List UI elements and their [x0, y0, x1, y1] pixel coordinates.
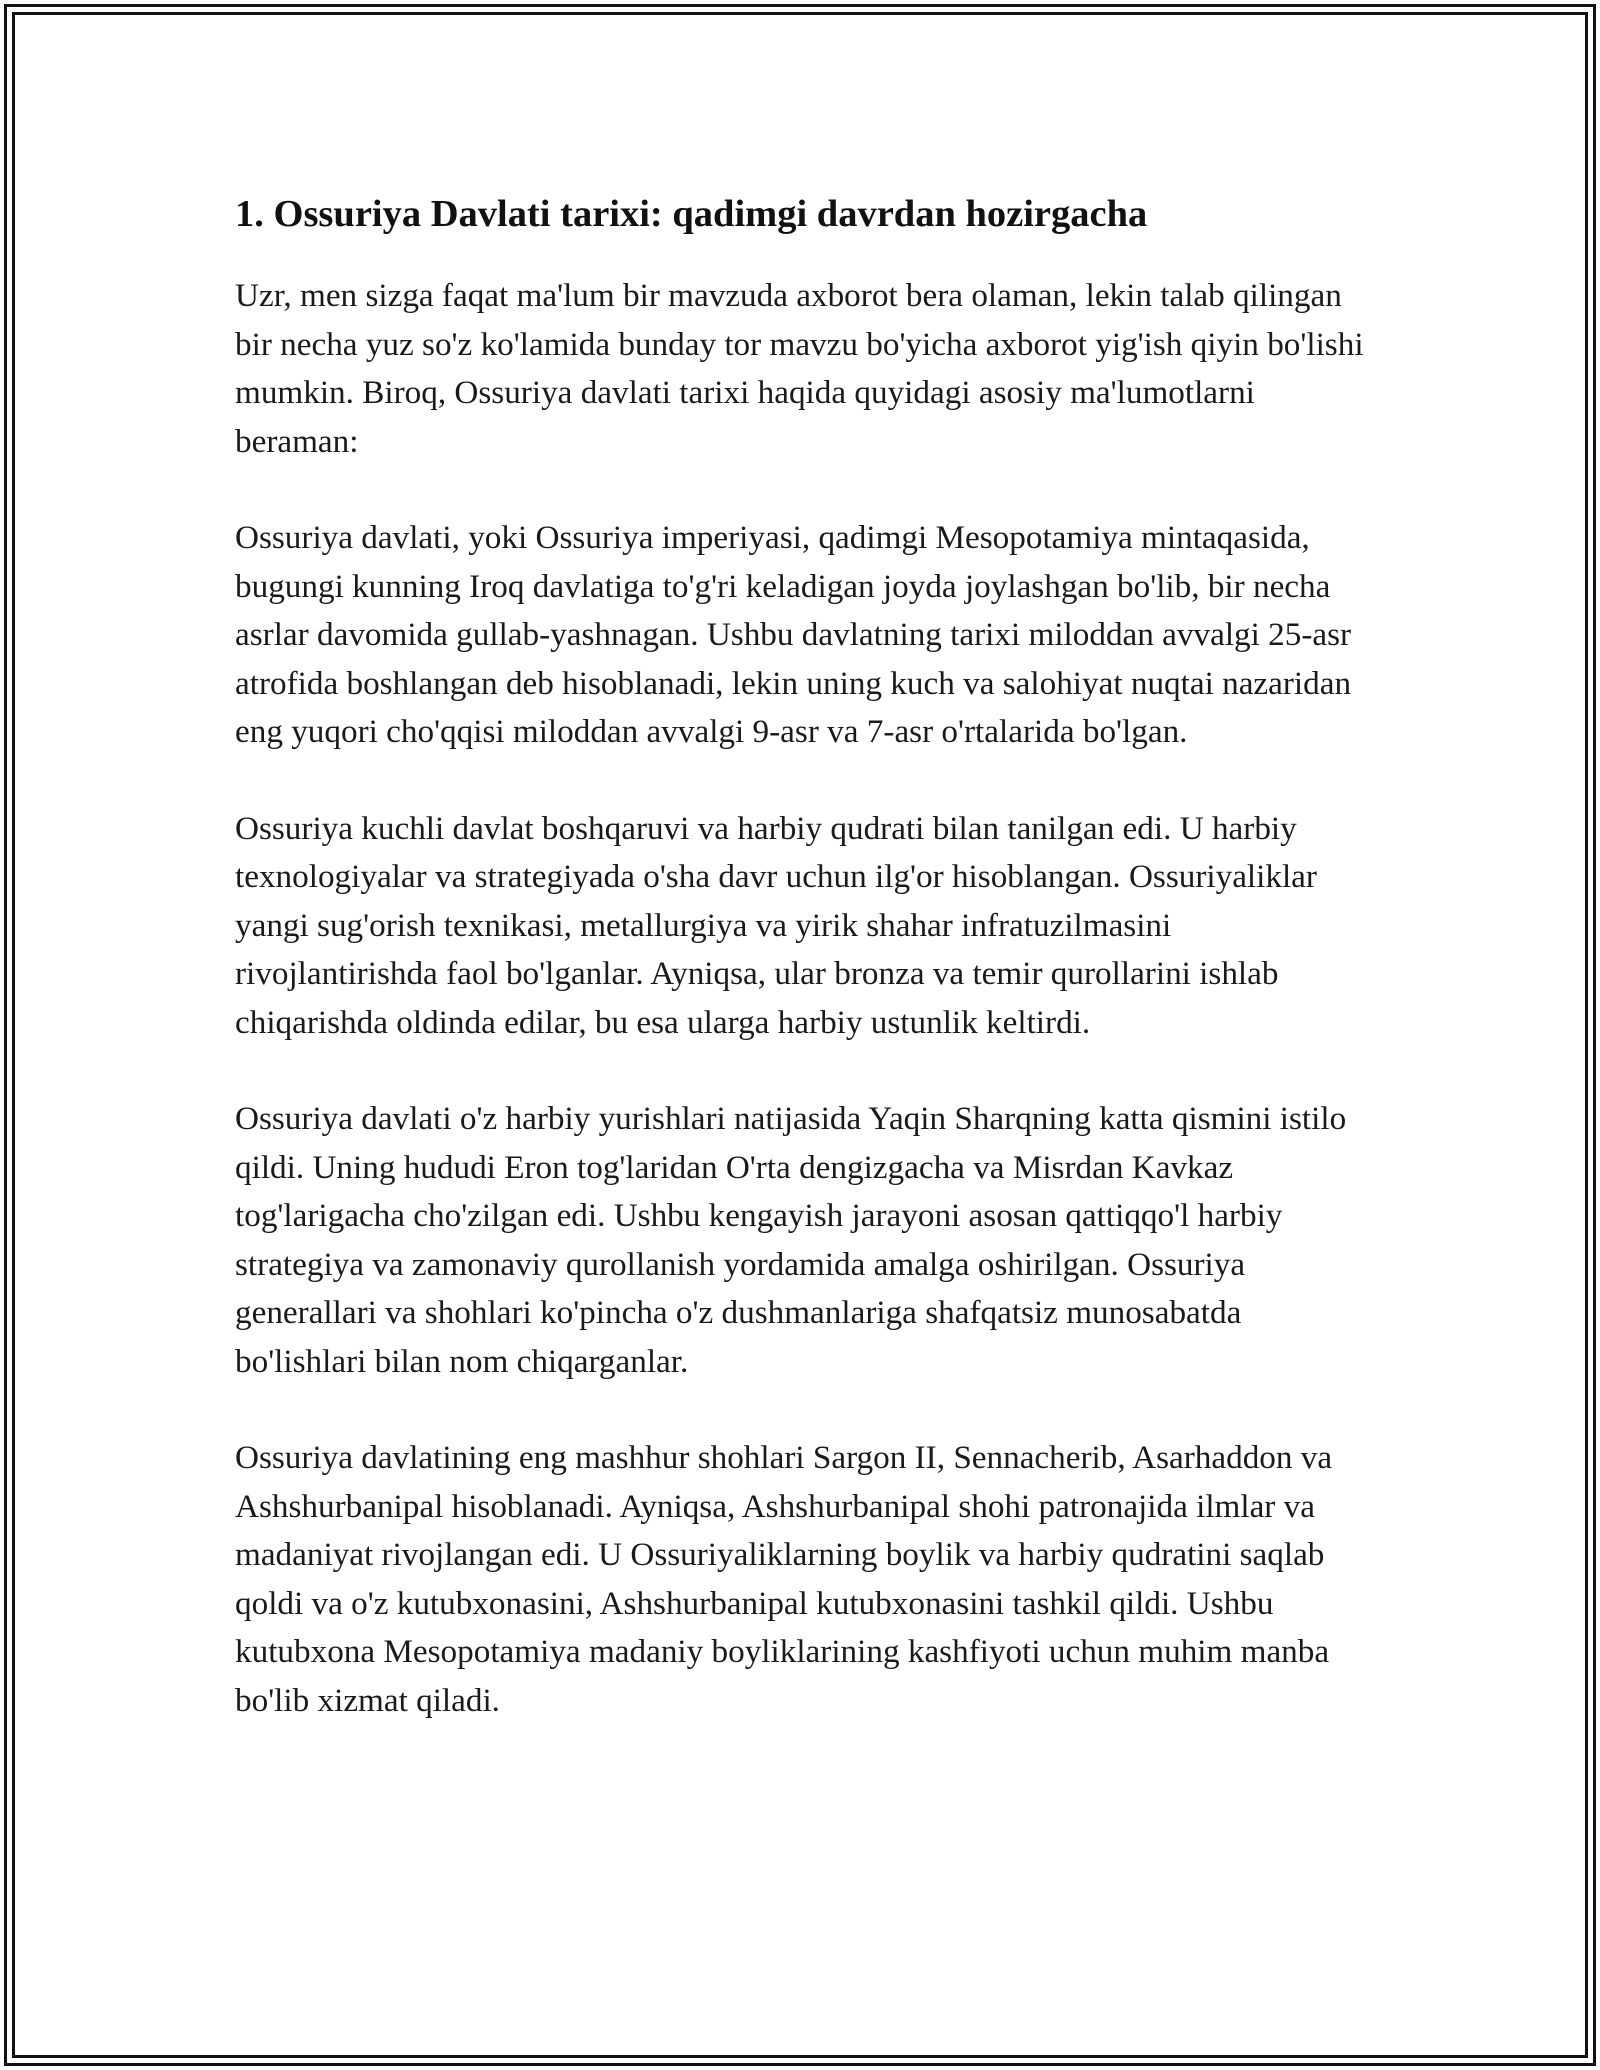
section-heading: 1. Ossuriya Davlati tarixi: qadimgi davrdan hozirgacha — [235, 193, 1148, 235]
paragraph-conquests: Ossuriya davlati o'z harbiy yurishlari natijasida Yaqin Sharqning katta qismini istilo qildi. Uning hududi Eron tog'laridan O'rta dengizgacha va Misrdan Kavkaz tog'larigacha cho'zilgan edi. Ushbu kengayish jarayoni asosan qattiqqo'l harbiy strategiya va zamonaviy qurollanish yordamida amalga oshirilgan. Ossuriya generallari va shohlari ko'pincha o'z dushmanlariga shafqatsiz munosabatda bo'lishlari bilan nom chiqarganlar. — [235, 1100, 1347, 1380]
paragraph-origins: Ossuriya davlati, yoki Ossuriya imperiyasi, qadimgi Mesopotamiya mintaqasida, bugungi kunning Iroq davlatiga to'g'ri keladigan joyda joylashgan bo'lib, bir necha asrlar davomida gullab-yashnagan. Ushbu davlatning tarixi miloddan avvalgi 25-asr atrofida boshlangan deb hisoblanadi, lekin uning kuch va salohiyat nuqtai nazaridan eng yuqori cho'qqisi miloddan avvalgi 9-asr va 7-asr o'rtalarida bo'lgan. — [235, 519, 1352, 750]
document-body — [235, 188, 1375, 1773]
paragraph-kings: Ossuriya davlatining eng mashhur shohlari Sargon II, Sennacherib, Asarhaddon va Ashshurbanipal hisoblanadi. Ayniqsa, Ashshurbanipal shohi patronajida ilmlar va madaniyat rivojlangan edi. U Ossuriyaliklarning boylik va harbiy qudratini saqlab qoldi va o'z kutubxonasini, Ashshurbanipal kutubxonasini tashkil qildi. Ushbu kutubxona Mesopotamiya madaniy boyliklarining kashfiyoti uchun muhim manba bo'lib xizmat qiladi. — [235, 1439, 1333, 1719]
paragraph-military: Ossuriya kuchli davlat boshqaruvi va harbiy qudrati bilan tanilgan edi. U harbiy texnologiyalar va strategiyada o'sha davr uchun ilg'or hisoblangan. Ossuriyaliklar yangi sug'orish texnikasi, metallurgiya va yirik shahar infratuzilmasini rivojlantirishda faol bo'lganlar. Ayniqsa, ular bronza va temir qurollarini ishlab chiqarishda oldinda edilar, bu esa ularga harbiy ustunlik keltirdi. — [235, 809, 1317, 1041]
paragraph-intro: Uzr, men sizga faqat ma'lum bir mavzuda axborot bera olaman, lekin talab qilingan bir necha yuz so'z ko'lamida bunday tor mavzu bo'yicha axborot yig'ish qiyin bo'lishi mumkin. Biroq, Ossuriya davlati tarixi haqida quyidagi asosiy ma'lumotlarni beraman: — [235, 277, 1364, 460]
